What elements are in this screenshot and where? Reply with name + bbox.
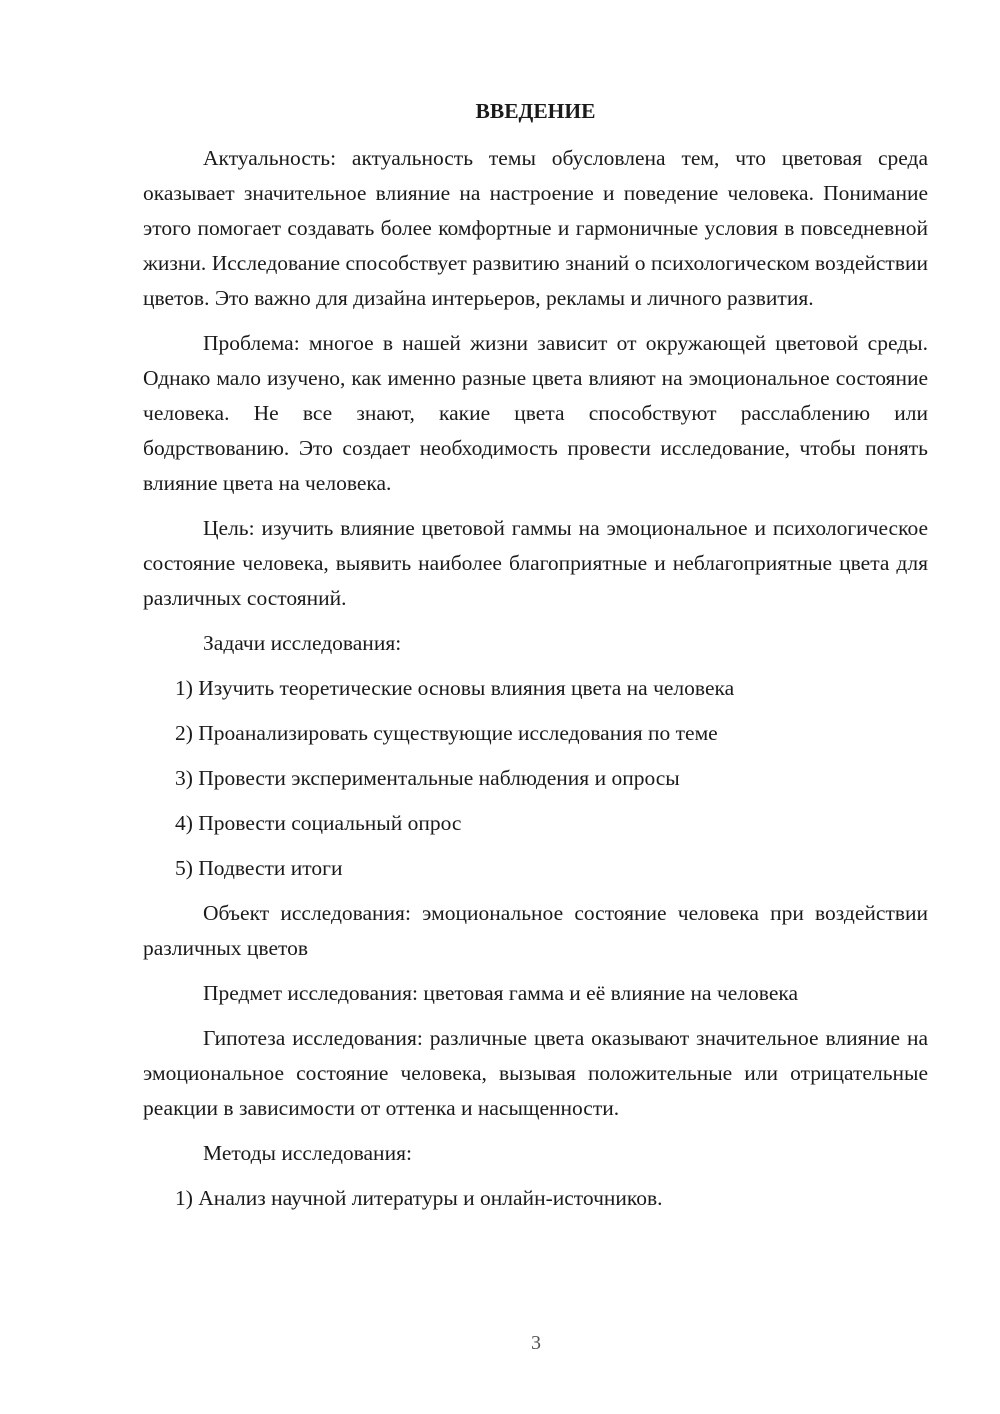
page-number: 3 [531, 1332, 541, 1354]
task-item: 3) Провести экспериментальные наблюдения и опросы [175, 766, 680, 790]
task-item: 2) Проанализировать существующие исследования по теме [175, 721, 718, 745]
task-item: 4) Провести социальный опрос [175, 811, 462, 835]
document-page [143, 96, 928, 1226]
methods-heading: Методы исследования: [203, 1141, 412, 1165]
method-item: 1) Анализ научной литературы и онлайн-источников. [175, 1186, 663, 1210]
task-item: 5) Подвести итоги [175, 856, 343, 880]
hypothesis-paragraph: Гипотеза исследования: различные цвета оказывают значительное влияние на эмоциональное состояние человека, вызывая положительные или отрицательные реакции в зависимости от оттенка и насыщенности. [143, 1026, 928, 1120]
goal-paragraph: Цель: изучить влияние цветовой гаммы на эмоциональное и психологическое состояние человека, выявить наиболее благоприятные и неблагоприятные цвета для различных состояний. [143, 516, 928, 610]
subject-paragraph: Предмет исследования: цветовая гамма и её влияние на человека [203, 981, 799, 1005]
page-title: ВВЕДЕНИЕ [475, 99, 596, 123]
relevance-paragraph: Актуальность: актуальность темы обусловлена тем, что цветовая среда оказывает значительное влияние на настроение и поведение человека. Понимание этого помогает создавать более комфортные и гармоничные условия в повседневной жизни. Исследование способствует развитию знаний о психологическом воздействии цветов. Это важно для дизайна интерьеров, рекламы и личного развития. [143, 146, 928, 310]
task-item: 1) Изучить теоретические основы влияния цвета на человека [175, 676, 735, 700]
tasks-heading: Задачи исследования: [203, 631, 402, 655]
problem-paragraph: Проблема: многое в нашей жизни зависит от окружающей цветовой среды. Однако мало изучено, как именно разные цвета влияют на эмоциональное состояние человека. Не все знают, какие цвета способствуют расслаблению или бодрствованию. Это создает необходимость провести исследование, чтобы понять влияние цвета на человека. [143, 331, 928, 495]
object-paragraph: Объект исследования: эмоциональное состояние человека при воздействии различных цветов [143, 901, 928, 960]
